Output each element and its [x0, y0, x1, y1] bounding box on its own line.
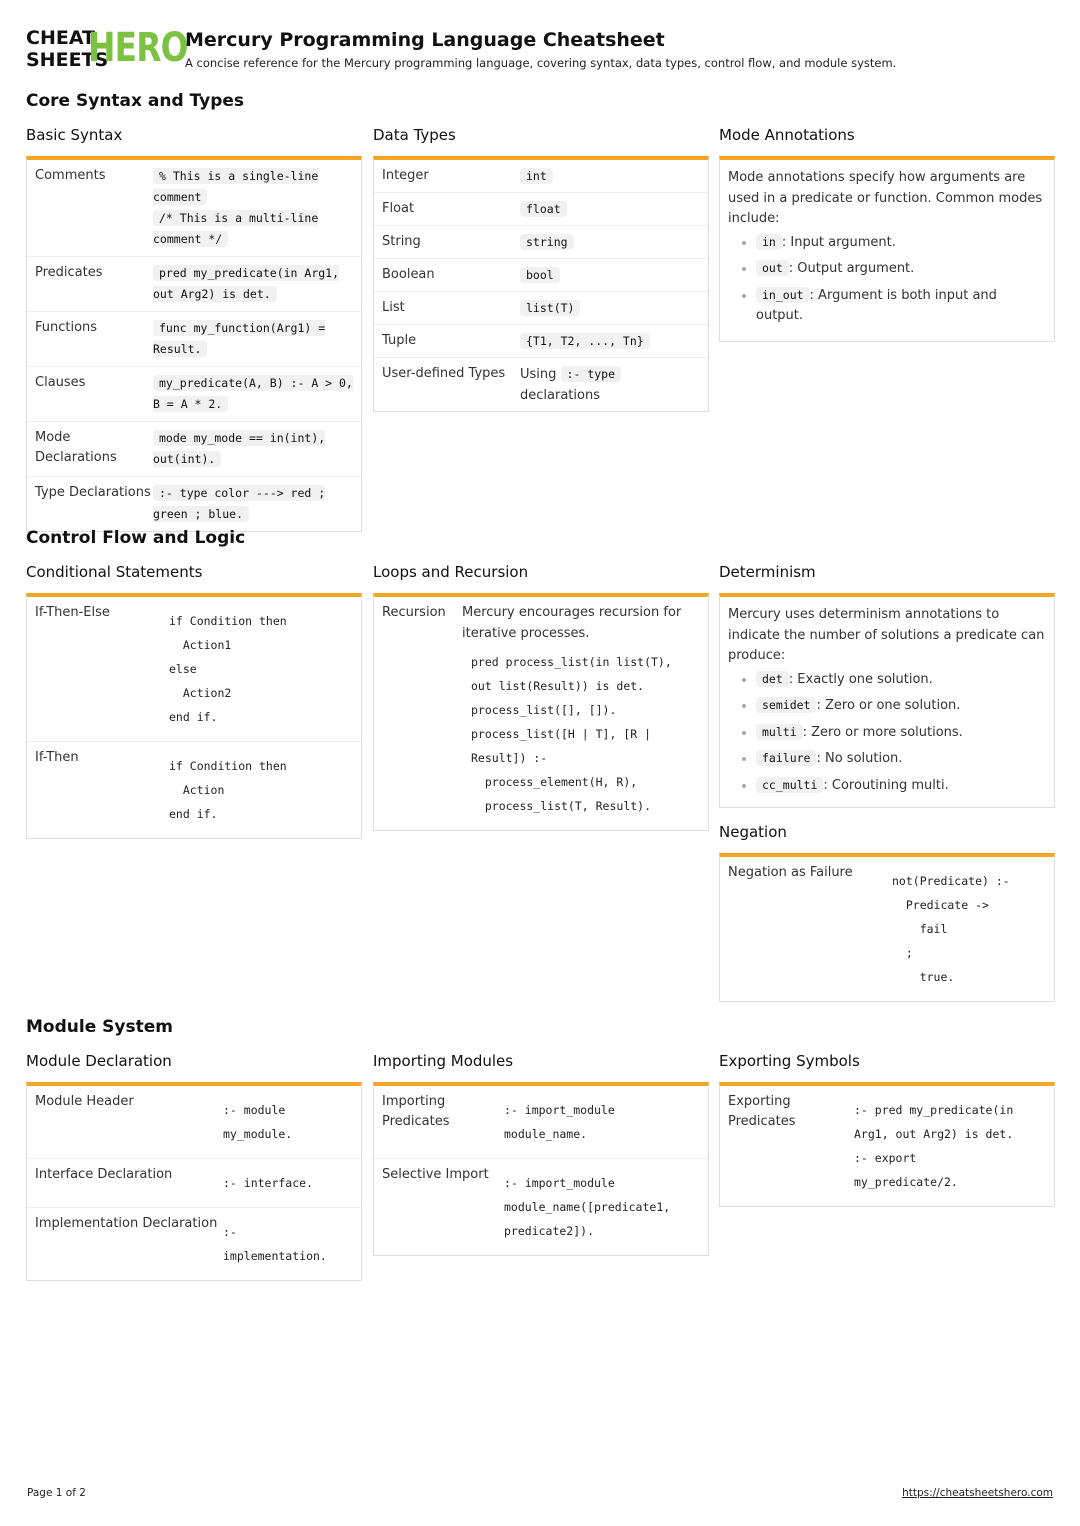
- section-module-system: Module System: [26, 1017, 173, 1037]
- code-snippet: bool: [520, 267, 560, 283]
- conditional-row: [27, 597, 361, 742]
- module-decl-row: [27, 1159, 361, 1208]
- data-type-row: [374, 160, 708, 193]
- mode-annotations-card: [719, 156, 1055, 342]
- recursion-row: [374, 597, 708, 830]
- module-decl-card: [26, 1082, 362, 1281]
- exporting-row: [720, 1086, 1054, 1206]
- data-type-value: [520, 232, 700, 253]
- basic-syntax-row: [27, 367, 361, 422]
- importing-label: Importing Predicates: [382, 1094, 450, 1129]
- data-type-value: [520, 166, 700, 187]
- basic-syntax-value: [153, 483, 353, 525]
- site-link[interactable]: https://cheatsheetshero.com: [902, 1487, 1053, 1499]
- negation-title: Negation: [719, 823, 787, 841]
- exporting-title: Exporting Symbols: [719, 1052, 860, 1070]
- exporting-label: Exporting Predicates: [728, 1094, 796, 1129]
- data-type-row: [374, 325, 708, 358]
- basic-syntax-title: Basic Syntax: [26, 126, 123, 144]
- importing-code: :- import_module module_name([predicate1, predicate2]).: [504, 1176, 671, 1238]
- conditional-code: if Condition then Action1 else Action2 end if.: [169, 614, 287, 724]
- page-number: Page 1 of 2: [27, 1487, 86, 1499]
- code-snippet: out: [756, 260, 789, 276]
- code-snippet: det: [756, 671, 789, 687]
- data-type-label: List: [382, 300, 405, 315]
- code-snippet: /* This is a multi-line comment */: [153, 211, 319, 246]
- basic-syntax-value: [153, 318, 353, 360]
- code-snippet: % This is a single-line comment: [153, 169, 319, 204]
- section-control-flow: Control Flow and Logic: [26, 528, 246, 548]
- data-type-label: Float: [382, 201, 415, 216]
- data-type-value: [520, 331, 700, 352]
- determinism-desc: Mercury uses determinism annotations to indicate the number of solutions a predicate can produce:: [728, 607, 1045, 663]
- logo-cheat-text: CHEAT: [26, 27, 96, 49]
- data-type-label: Boolean: [382, 267, 435, 282]
- data-types-title: Data Types: [373, 126, 456, 144]
- data-type-label: User-defined Types: [382, 366, 506, 381]
- loops-card: [373, 593, 709, 831]
- recursion-label: Recursion: [382, 605, 446, 620]
- list-item: [756, 748, 1046, 769]
- mode-annotations-title: Mode Annotations: [719, 126, 855, 144]
- basic-syntax-label: Mode Declarations: [35, 430, 117, 465]
- code-snippet: multi: [756, 724, 803, 740]
- code-snippet: failure: [756, 750, 816, 766]
- basic-syntax-label: Type Declarations: [35, 485, 151, 500]
- list-item: [756, 285, 1046, 326]
- basic-syntax-row: [27, 257, 361, 312]
- list-item-text: : Argument is both input and output.: [756, 287, 997, 323]
- code-snippet: :- type: [561, 366, 621, 382]
- basic-syntax-label: Comments: [35, 168, 106, 183]
- exporting-card: [719, 1082, 1055, 1207]
- basic-syntax-label: Functions: [35, 320, 98, 335]
- importing-title: Importing Modules: [373, 1052, 514, 1070]
- importing-card: [373, 1082, 709, 1256]
- list-item-text: : Zero or one solution.: [816, 698, 961, 713]
- code-snippet: string: [520, 234, 574, 250]
- code-snippet: my_predicate(A, B) :- A > 0, B = A * 2.: [153, 376, 353, 411]
- data-type-value: [520, 199, 700, 220]
- list-item: [756, 258, 1046, 279]
- code-snippet: mode my_mode == in(int), out(int).: [153, 431, 326, 466]
- list-item-text: : Output argument.: [788, 261, 915, 276]
- code-snippet: func my_function(Arg1) = Result.: [153, 321, 326, 356]
- logo-hero-text: HERO: [88, 25, 188, 71]
- module-decl-code: :- interface.: [223, 1176, 314, 1190]
- basic-syntax-value: [153, 373, 353, 415]
- loops-title: Loops and Recursion: [373, 563, 529, 581]
- basic-syntax-label: Predicates: [35, 265, 103, 280]
- list-item: [756, 722, 1046, 743]
- list-item: [756, 775, 1046, 796]
- mode-list: [728, 232, 1046, 326]
- basic-syntax-card: [26, 156, 362, 532]
- determinism-title: Determinism: [719, 563, 816, 581]
- basic-syntax-value: [153, 166, 353, 250]
- conditional-row: [27, 742, 361, 838]
- list-item: [756, 232, 1046, 253]
- data-type-row: [374, 259, 708, 292]
- conditional-label: If-Then: [35, 750, 79, 765]
- module-decl-label: Module Header: [35, 1094, 134, 1109]
- data-type-value: [520, 265, 700, 286]
- basic-syntax-row: [27, 160, 361, 257]
- list-item: [756, 669, 1046, 690]
- code-snippet: float: [520, 201, 567, 217]
- code-snippet: list(T): [520, 300, 580, 316]
- code-snippet: int: [520, 168, 553, 184]
- conditional-title: Conditional Statements: [26, 563, 203, 581]
- mode-annotations-desc: Mode annotations specify how arguments are used in a predicate or function. Common modes include:: [728, 170, 1043, 226]
- basic-syntax-row: [27, 477, 361, 531]
- recursion-desc: Mercury encourages recursion for iterative processes.: [462, 605, 682, 641]
- importing-code: :- import_module module_name.: [504, 1103, 615, 1141]
- negation-row: [720, 857, 1054, 1001]
- data-type-row: [374, 292, 708, 325]
- module-decl-code: :- module my_module.: [223, 1103, 293, 1141]
- basic-syntax-value: [153, 428, 353, 470]
- importing-label: Selective Import: [382, 1167, 489, 1182]
- logo-sheets-text: SHEETS: [26, 49, 109, 71]
- data-type-label: String: [382, 234, 421, 249]
- list-item-text: : Zero or more solutions.: [802, 724, 963, 740]
- data-type-suffix: declarations: [520, 388, 600, 403]
- conditional-code: if Condition then Action end if.: [169, 759, 287, 821]
- data-type-label: Tuple: [382, 333, 417, 348]
- basic-syntax-row: [27, 422, 361, 477]
- code-snippet: pred my_predicate(in Arg1, out Arg2) is det.: [153, 266, 340, 301]
- data-type-prefix: Using: [520, 367, 557, 382]
- conditional-card: [26, 593, 362, 839]
- data-type-label: Integer: [382, 168, 429, 183]
- negation-label: Negation as Failure: [728, 865, 853, 880]
- data-type-row: [374, 193, 708, 226]
- module-decl-code: :- implementation.: [223, 1225, 327, 1263]
- data-type-value: [520, 298, 700, 319]
- code-snippet: cc_multi: [756, 777, 823, 793]
- importing-row: [374, 1159, 708, 1255]
- negation-code: not(Predicate) :- Predicate -> fail ; true.: [892, 874, 1010, 984]
- data-types-card: [373, 156, 709, 412]
- list-item-text: : Exactly one solution.: [788, 671, 933, 687]
- code-snippet: :- type color ---> red ; green ; blue.: [153, 486, 326, 521]
- code-snippet: in: [756, 234, 782, 250]
- determinism-list: [728, 669, 1046, 796]
- recursion-code: pred process_list(in list(T), out list(Result)) is det. process_list([], []). process_list([H | T], [R | Result]) :- process_element(H, R), process_list(T, Result).: [471, 655, 672, 813]
- module-decl-label: Implementation Declaration: [35, 1216, 218, 1231]
- basic-syntax-row: [27, 312, 361, 367]
- module-decl-row: [27, 1208, 361, 1280]
- code-snippet: in_out: [756, 287, 810, 303]
- data-type-row: [374, 358, 708, 411]
- data-type-row: [374, 226, 708, 259]
- basic-syntax-value: [153, 263, 353, 305]
- logo: [26, 25, 188, 72]
- list-item: [756, 695, 1046, 716]
- data-type-value: [520, 364, 700, 406]
- code-snippet: {T1, T2, ..., Tn}: [520, 333, 650, 349]
- module-decl-title: Module Declaration: [26, 1052, 172, 1070]
- negation-card: [719, 853, 1055, 1002]
- exporting-code: :- pred my_predicate(in Arg1, out Arg2) is det. :- export my_predicate/2.: [854, 1103, 1014, 1189]
- importing-row: [374, 1086, 708, 1159]
- code-snippet: semidet: [756, 697, 816, 713]
- module-decl-label: Interface Declaration: [35, 1167, 173, 1182]
- page-subtitle: A concise reference for the Mercury programming language, covering syntax, data types, control flow, and module system.: [185, 56, 897, 70]
- conditional-label: If-Then-Else: [35, 605, 110, 620]
- list-item-text: : Input argument.: [781, 234, 896, 250]
- list-item-text: : Coroutining multi.: [823, 777, 949, 793]
- page-title: Mercury Programming Language Cheatsheet: [185, 29, 665, 51]
- section-core-syntax: Core Syntax and Types: [26, 91, 245, 111]
- determinism-card: [719, 593, 1055, 808]
- basic-syntax-label: Clauses: [35, 375, 86, 390]
- list-item-text: : No solution.: [816, 751, 903, 766]
- module-decl-row: [27, 1086, 361, 1159]
